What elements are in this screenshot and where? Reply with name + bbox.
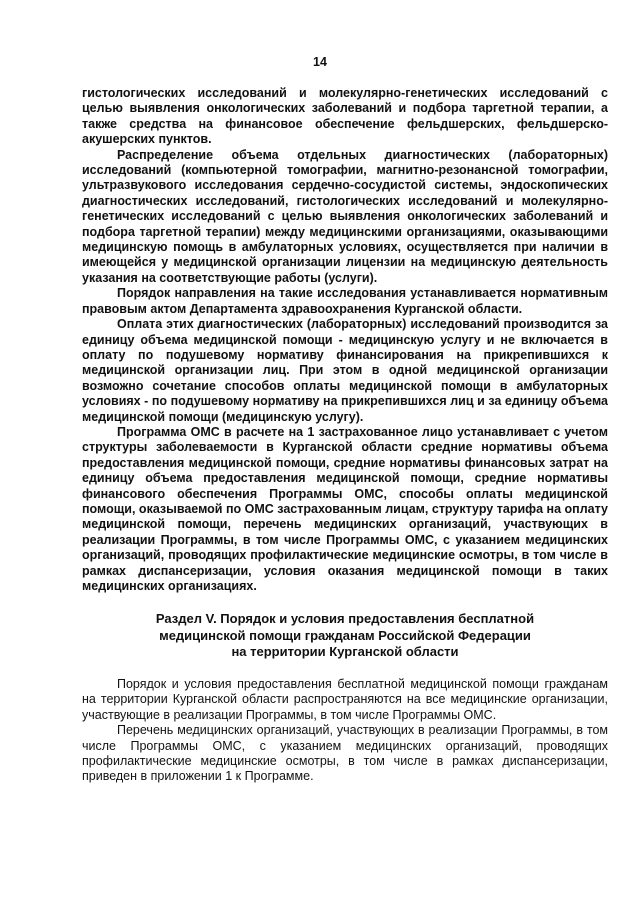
page-number: 14 (313, 55, 327, 69)
section-title (82, 611, 608, 661)
paragraph: гистологических исследований и молекулярно-генетических исследований с целью выявления онкологических заболеваний и подбора таргетной терапии, а также средства на финансовое обеспечение фельдшерских, фельдшерско-акушерских пунктов. (82, 86, 608, 147)
section-title-line: на территории Курганской области (231, 644, 459, 660)
document-body (82, 86, 608, 785)
section-title-line: Раздел V. Порядок и условия предоставления бесплатной (155, 611, 535, 627)
paragraph: Оплата этих диагностических (лабораторных) исследований производится за единицу объема медицинской помощи - медицинскую услугу и не включается в оплату по подушевому нормативу финансирования на прикрепившихся к медицинской организации лиц. При этом в одной медицинской организации возможно сочетание способов оплаты медицинской помощи в амбулаторных условиях - по подушевому нормативу на прикрепившихся лиц и за единицу объема медицинской помощи (медицинскую услугу). (82, 317, 608, 424)
paragraph: Программа ОМС в расчете на 1 застрахованное лицо устанавливает с учетом структуры заболеваемости в Курганской области средние нормативы объема предоставления медицинской помощи, средние нормативы финансовых затрат на единицу объема предоставления медицинской помощи, средние нормативы финансового обеспечения Программы ОМС, способы оплаты медицинской помощи, оказываемой по ОМС застрахованным лицам, структуру тарифа на оплату медицинской помощи, перечень медицинских организаций, участвующих в реализации Программы, в том числе Программы ОМС, с указанием медицинских организаций, проводящих профилактические медицинские осмотры, в том числе в рамках диспансеризации, условия оказания медицинской помощи в таких медицинских организациях. (82, 424, 608, 593)
paragraph: Порядок направления на такие исследования устанавливается нормативным правовым актом Департамента здравоохранения Курганской области. (82, 286, 608, 316)
section-title-line: медицинской помощи гражданам Российской Федерации (159, 627, 531, 643)
paragraph: Порядок и условия предоставления бесплатной медицинской помощи гражданам на территории Курганской области распространяются на все медицинские организации, участвующие в реализации Программы, в том числе Программы ОМС. (82, 676, 608, 722)
paragraph: Перечень медицинских организаций, участвующих в реализации Программы, в том числе Программы ОМС, с указанием медицинских организаций, проводящих профилактические медицинские осмотры, в том числе в рамках диспансеризации, приведен в приложении 1 к Программе. (82, 723, 608, 784)
paragraph: Распределение объема отдельных диагностических (лабораторных) исследований (компьютерной томографии, магнитно-резонансной томографии, ультразвукового исследования сердечно-сосудистой системы, эндоскопических диагностических исследований, гистологических исследований и молекулярно-генетических исследований с целью выявления онкологических заболеваний и подбора таргетной терапии) между медицинскими организациями, оказывающими медицинскую помощь в амбулаторных условиях, осуществляется при наличии в имеющейся у медицинской организации лицензии на медицинскую деятельность указания на соответствующие работы (услуги). (82, 147, 608, 285)
section-body (82, 677, 608, 785)
